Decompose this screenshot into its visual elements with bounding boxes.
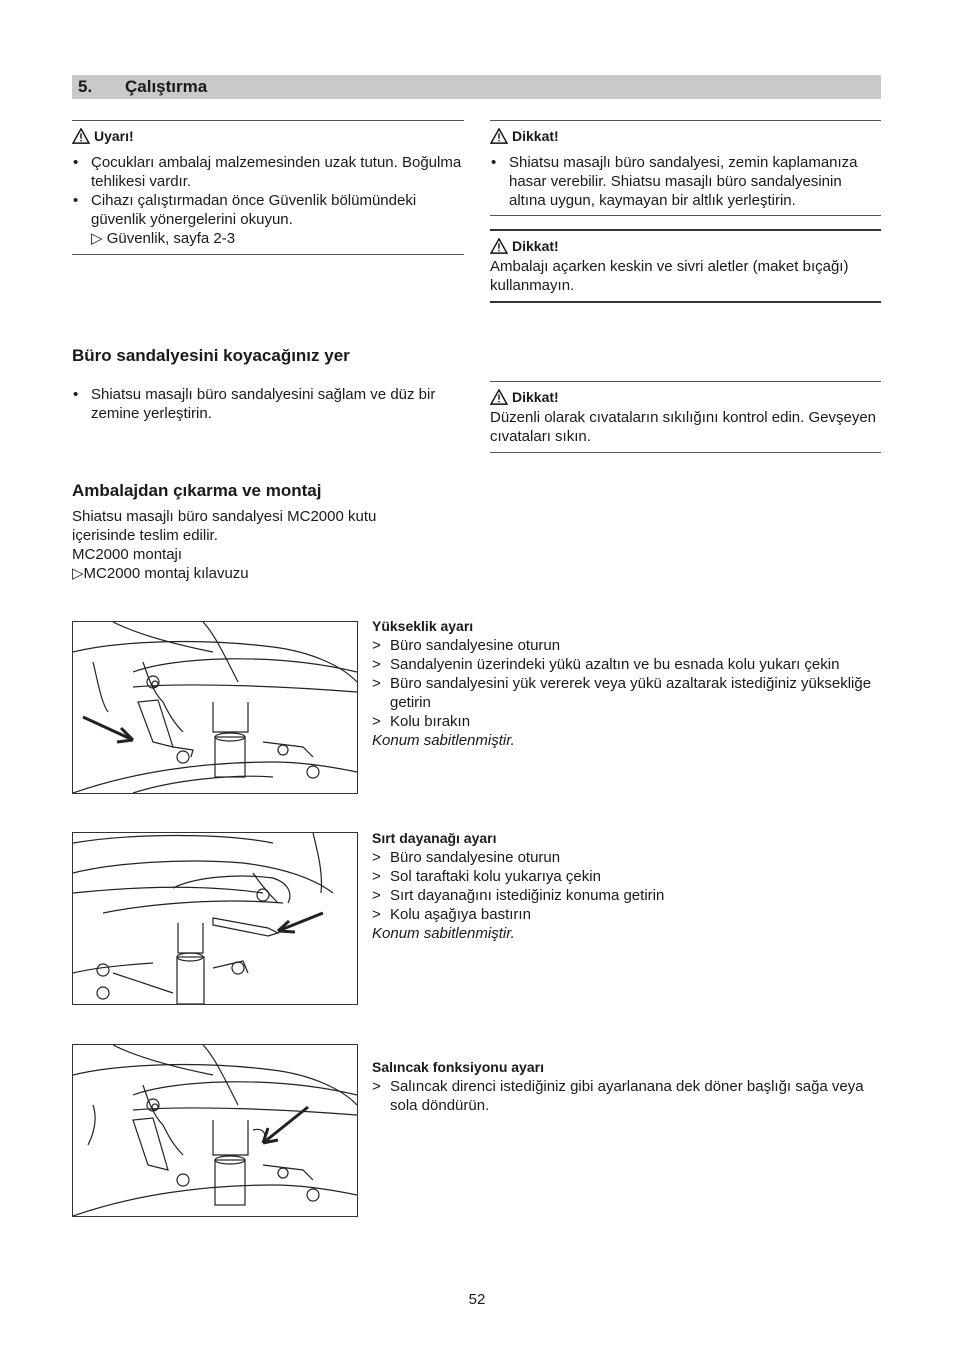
- figure-height-adjustment: [72, 621, 358, 794]
- warning-triangle-icon: [72, 128, 90, 144]
- step-item: [372, 886, 882, 905]
- section-header: [72, 75, 881, 99]
- caution-box-1: [490, 120, 881, 216]
- greater-than-glyph: >: [372, 656, 381, 673]
- list-item: • Shiatsu masajlı büro sandalyesi, zemin kaplamanıza hasar verebilir. Shiatsu masajlı büro sandalyesinin altına uygun, kaymayan bir altlık yerleştirin.: [490, 153, 881, 210]
- list-item: • Shiatsu masajlı büro sandalyesini sağlam ve düz bir zemine yerleştirin.: [72, 385, 464, 423]
- caution-title: Dikkat!: [512, 237, 559, 254]
- unpacking-text: [72, 507, 472, 583]
- greater-than-glyph: >: [372, 849, 381, 866]
- step-item: [372, 674, 882, 712]
- warning-triangle-icon: [490, 238, 508, 254]
- greater-than-glyph: >: [372, 675, 381, 692]
- list-item: • Çocukları ambalaj malzemesinden uzak tutun. Boğulma tehlikesi vardır.: [72, 153, 464, 191]
- unpacking-heading: Ambalajdan çıkarma ve montaj: [72, 481, 322, 500]
- figure-backrest-adjustment: [72, 832, 358, 1005]
- backrest-instructions: [372, 829, 882, 943]
- height-instructions: [372, 617, 882, 750]
- unpacking-line: MC2000 montajı: [72, 546, 183, 563]
- caution-title: Dikkat!: [512, 388, 559, 405]
- step-text: Büro sandalyesine oturun: [390, 637, 561, 654]
- step-item: [372, 712, 882, 731]
- greater-than-glyph: >: [372, 1078, 381, 1095]
- section-number: 5.: [78, 77, 93, 96]
- list-item: • Cihazı çalıştırmadan önce Güvenlik bölümündeki güvenlik yönergelerini okuyun.: [72, 191, 464, 229]
- caution-header: [490, 235, 881, 257]
- warning-header: [72, 125, 464, 147]
- step-text: Sırt dayanağını istediğiniz konuma getirin: [390, 887, 665, 904]
- greater-than-glyph: >: [372, 887, 381, 904]
- step-item: [372, 1077, 882, 1115]
- section-title: Çalıştırma: [125, 77, 208, 96]
- placement-heading: Büro sandalyesini koyacağınız yer: [72, 346, 350, 365]
- greater-than-glyph: >: [372, 868, 381, 885]
- rocking-instructions: [372, 1058, 882, 1115]
- unpacking-line: içerisinde teslim edilir.: [72, 527, 218, 544]
- reference-line: [72, 229, 464, 248]
- unpacking-line: Shiatsu masajlı büro sandalyesi MC2000 kutu: [72, 508, 377, 525]
- caution-header: [490, 125, 881, 147]
- step-item: [372, 905, 882, 924]
- reference-text: MC2000 montaj kılavuzu: [83, 565, 249, 582]
- step-text: Kolu aşağıya bastırın: [390, 906, 531, 923]
- step-text: Büro sandalyesine oturun: [390, 849, 561, 866]
- step-item: [372, 636, 882, 655]
- reference-text: Güvenlik, sayfa 2-3: [106, 230, 236, 247]
- caution-list: [490, 153, 881, 210]
- warning-triangle-icon: [490, 128, 508, 144]
- step-text: Büro sandalyesini yük vererek veya yükü azaltarak istediğiniz yüksekliğe getirin: [390, 675, 872, 711]
- step-item: [372, 867, 882, 886]
- reference-line: [72, 564, 472, 583]
- result-text: Konum sabitlenmiştir.: [372, 732, 515, 749]
- step-text: Sandalyenin üzerindeki yükü azaltın ve bu esnada kolu yukarı çekin: [390, 656, 840, 673]
- warning-box: [72, 120, 464, 255]
- chair-illustration: [73, 833, 357, 1004]
- greater-than-glyph: >: [372, 637, 381, 654]
- backrest-title: Sırt dayanağı ayarı: [372, 830, 497, 846]
- caution-box-3: [490, 381, 881, 453]
- caution-header: [490, 386, 881, 408]
- height-title: Yükseklik ayarı: [372, 618, 474, 634]
- greater-than-glyph: >: [372, 713, 381, 730]
- caution-text: Ambalajı açarken keskin ve sivri aletler (maket bıçağı) kullanmayın.: [490, 258, 849, 294]
- step-text: Sol taraftaki kolu yukarıya çekin: [390, 868, 601, 885]
- warning-list: [72, 153, 464, 229]
- caution-text: Düzenli olarak cıvataların sıkılığını kontrol edin. Gevşeyen cıvataları sıkın.: [490, 409, 877, 445]
- warning-title: Uyarı!: [94, 127, 134, 144]
- placement-list: [72, 385, 464, 423]
- greater-than-glyph: >: [372, 906, 381, 923]
- chair-illustration: [73, 1045, 357, 1216]
- caution-box-2: [490, 229, 881, 303]
- figure-rocking-adjustment: [72, 1044, 358, 1217]
- triangle-right-icon: ▷: [91, 230, 107, 247]
- caution-title: Dikkat!: [512, 127, 559, 144]
- page-number: 52: [468, 1291, 486, 1308]
- step-text: Kolu bırakın: [390, 713, 471, 730]
- step-item: [372, 655, 882, 674]
- triangle-right-icon: ▷: [72, 565, 84, 582]
- rocking-title: Salıncak fonksiyonu ayarı: [372, 1059, 544, 1075]
- warning-triangle-icon: [490, 389, 508, 405]
- step-text: Salıncak direnci istediğiniz gibi ayarlanana dek döner başlığı sağa veya sola döndürün.: [390, 1078, 864, 1114]
- step-item: [372, 848, 882, 867]
- result-text: Konum sabitlenmiştir.: [372, 925, 515, 942]
- chair-illustration: [73, 622, 357, 793]
